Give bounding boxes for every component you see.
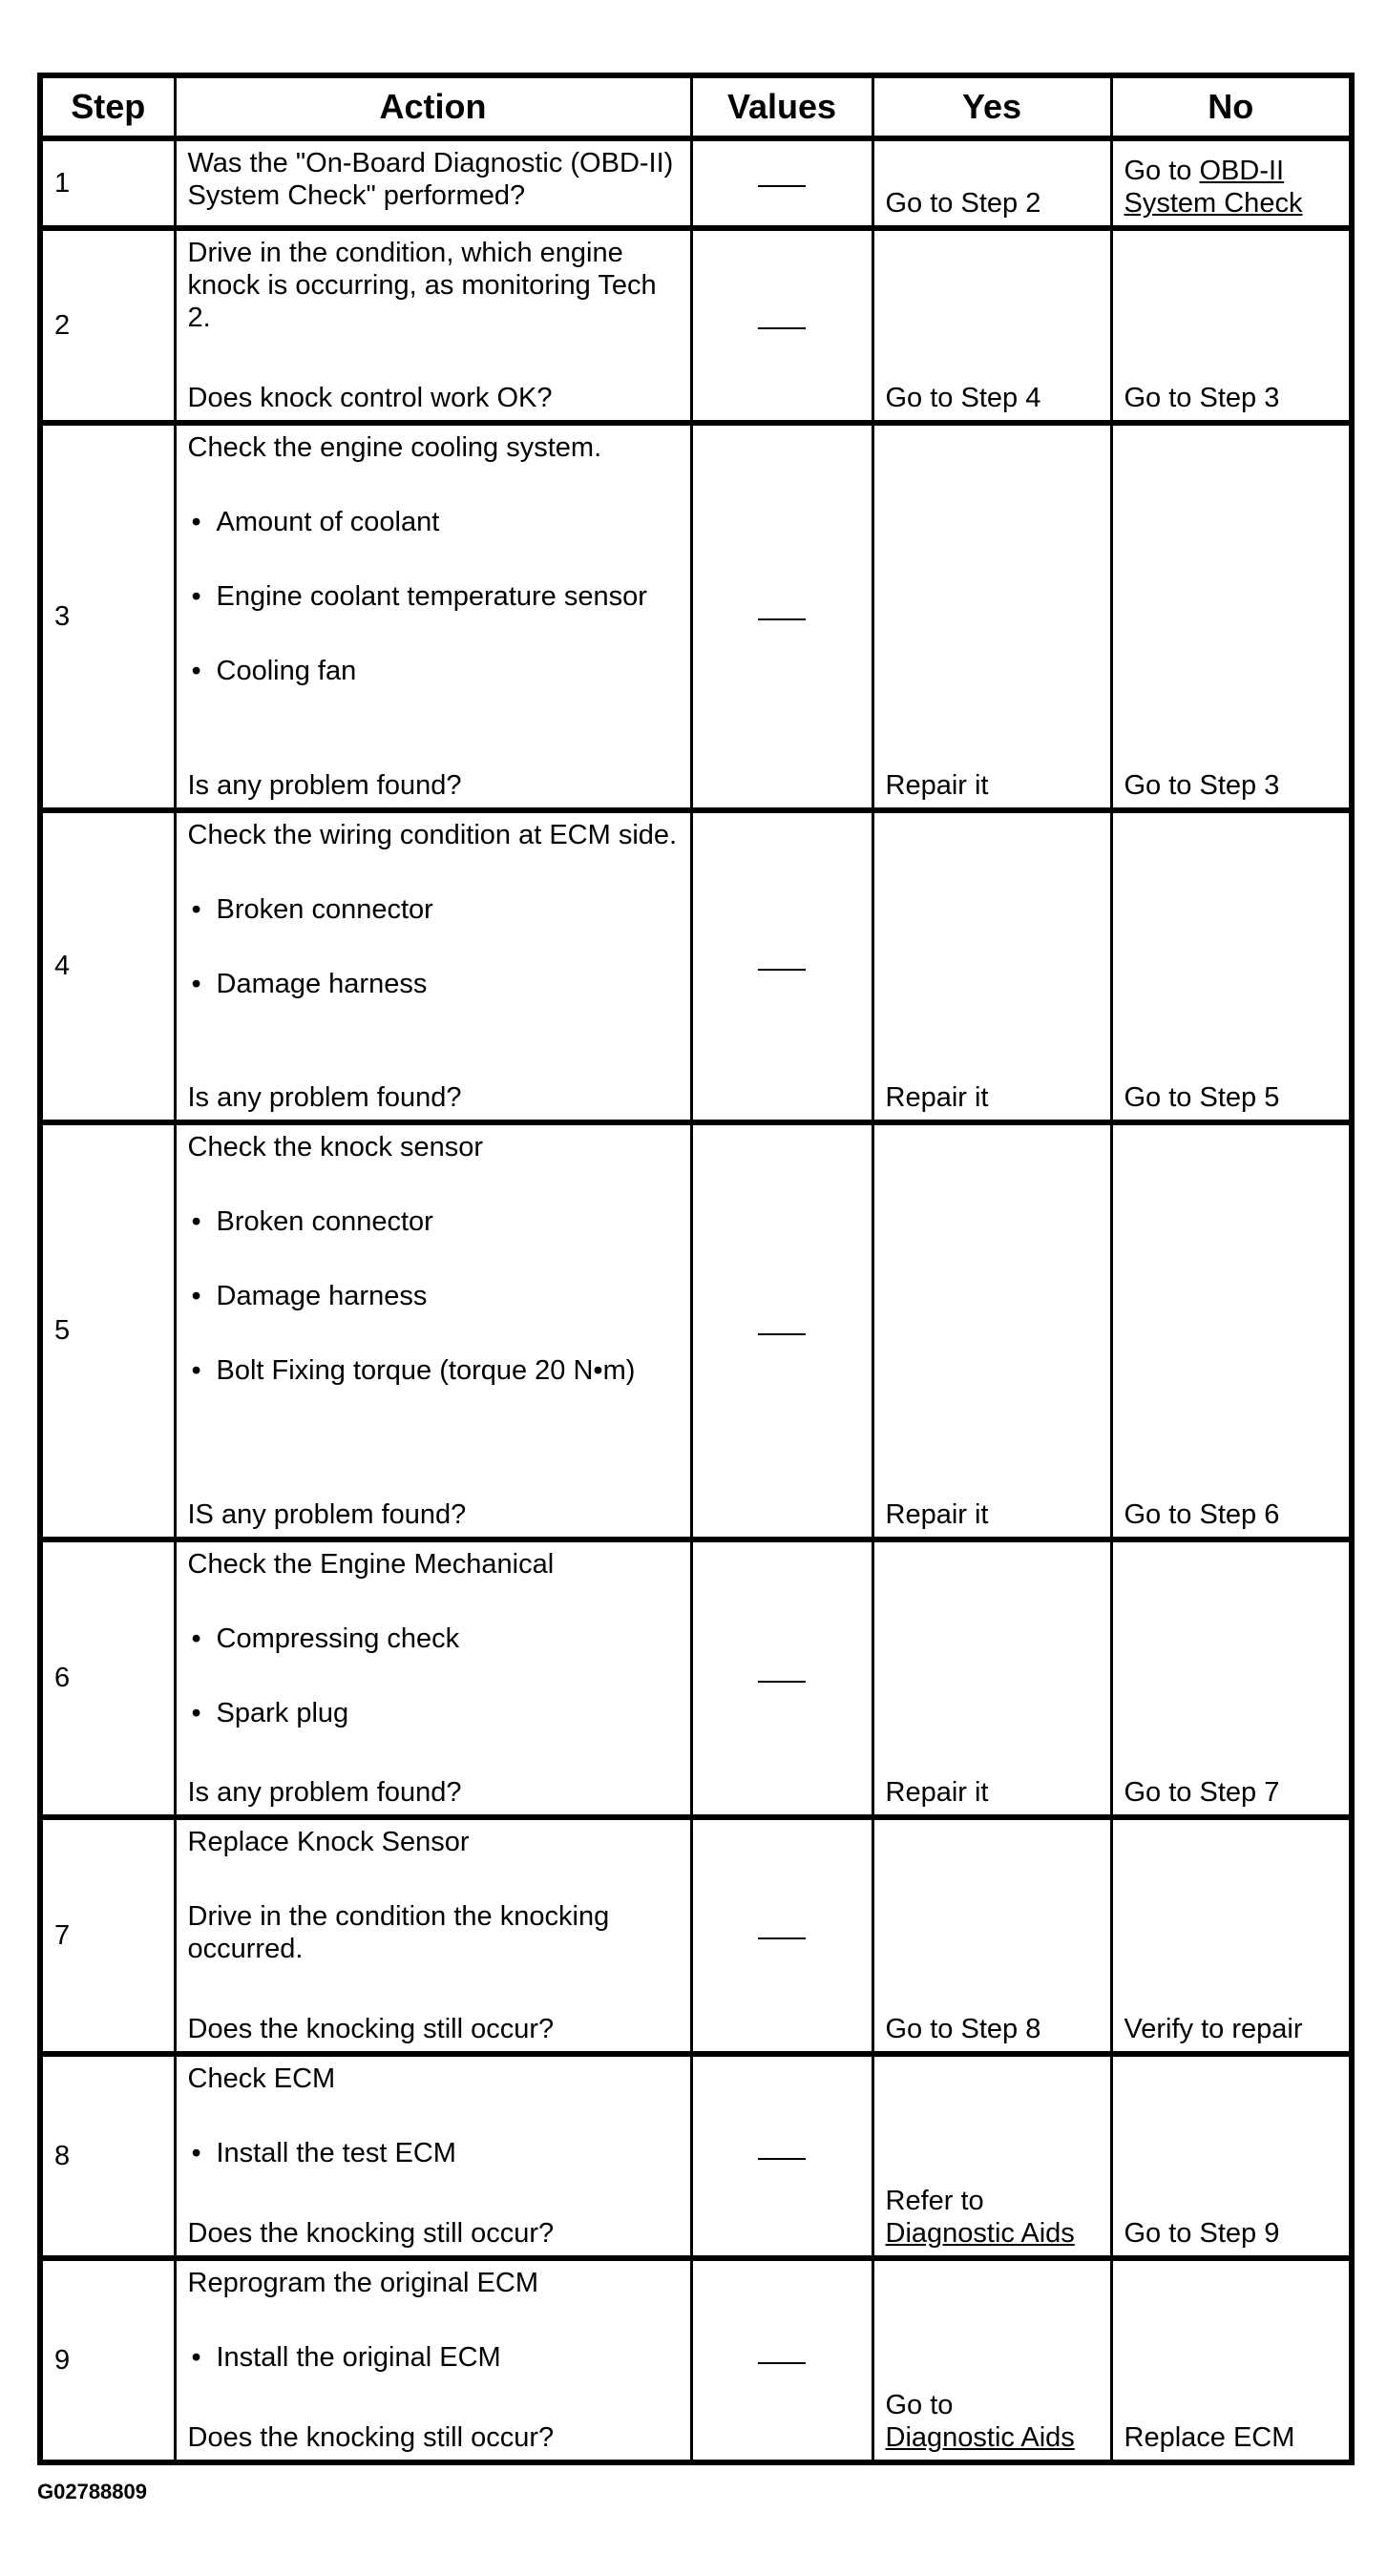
no-text: Go to Step 6 <box>1124 1499 1280 1530</box>
step-number: 5 <box>40 1122 175 1539</box>
no-text: Go to Step 5 <box>1124 1082 1280 1113</box>
bullet-item: • Spark plug <box>191 1698 349 1728</box>
step-number: 2 <box>40 228 175 423</box>
table-row <box>40 1539 1352 1817</box>
yes-cell <box>872 2258 1111 2462</box>
bullet-dot-icon: • <box>191 507 201 537</box>
no-text: Verify to repair <box>1124 2014 1303 2044</box>
no-cell <box>1111 2054 1352 2258</box>
header-step: Step <box>40 75 175 138</box>
yes-prefix: Go to <box>885 2390 954 2420</box>
action-text: Check the Engine Mechanical <box>187 1549 555 1580</box>
value-cell <box>691 228 872 423</box>
no-text: Go to Step 3 <box>1124 383 1280 413</box>
no-cell <box>1111 1539 1352 1817</box>
header-values: Values <box>691 75 872 138</box>
bullet-item: • Amount of coolant <box>191 507 440 537</box>
action-cell <box>175 810 691 1122</box>
value-dash <box>758 1681 806 1683</box>
action-cell <box>175 2258 691 2462</box>
table-row <box>40 1122 1352 1539</box>
bullet-dot-icon: • <box>191 2138 201 2168</box>
yes-cell <box>872 228 1111 423</box>
header-action: Action <box>175 75 691 138</box>
value-cell <box>691 138 872 228</box>
table-row <box>40 810 1352 1122</box>
obd-ii-system-check-link[interactable]: OBD-II System Check <box>1124 156 1303 219</box>
value-cell <box>691 2258 872 2462</box>
action-question: Does the knocking still occur? <box>187 2014 555 2044</box>
bullet-item: • Install the test ECM <box>191 2138 456 2168</box>
value-cell <box>691 1817 872 2054</box>
figure-id: G02788809 <box>37 2480 147 2503</box>
bullet-dot-icon: • <box>191 1355 201 1386</box>
bullet-item: • Cooling fan <box>191 656 357 686</box>
step-number: 6 <box>40 1539 175 1817</box>
bullet-item: • Install the original ECM <box>191 2342 501 2373</box>
yes-cell <box>872 423 1111 810</box>
bullet-item: • Bolt Fixing torque (torque 20 N•m) <box>191 1355 636 1386</box>
action-cell <box>175 1122 691 1539</box>
value-cell <box>691 810 872 1122</box>
action-cell <box>175 1539 691 1817</box>
bullet-dot-icon: • <box>191 581 201 612</box>
yes-text: Go to Step 2 <box>885 188 1041 219</box>
action-cell <box>175 228 691 423</box>
yes-text: Repair it <box>885 770 989 801</box>
action-cell <box>175 1817 691 2054</box>
value-cell <box>691 423 872 810</box>
step-number: 1 <box>40 138 175 228</box>
bullet-dot-icon: • <box>191 656 201 686</box>
value-cell <box>691 1539 872 1817</box>
bullet-item: • Broken connector <box>191 1206 433 1237</box>
action-question: Does the knocking still occur? <box>187 2218 555 2249</box>
value-dash <box>758 327 806 329</box>
header-row <box>40 75 1352 138</box>
step-number: 8 <box>40 2054 175 2258</box>
bullet-dot-icon: • <box>191 969 201 999</box>
no-text: Go to Step 3 <box>1124 770 1280 801</box>
table-row <box>40 228 1352 423</box>
header-yes: Yes <box>872 75 1111 138</box>
no-text: Go to Step 9 <box>1124 2218 1280 2249</box>
diagnostic-aids-link[interactable]: Diagnostic Aids <box>885 2218 1075 2249</box>
value-dash <box>758 185 806 187</box>
value-dash <box>758 2158 806 2160</box>
yes-cell <box>872 138 1111 228</box>
bullet-dot-icon: • <box>191 2342 201 2373</box>
action-question: IS any problem found? <box>187 1499 467 1530</box>
action-question: Is any problem found? <box>187 1777 462 1808</box>
no-cell <box>1111 1122 1352 1539</box>
action-text: Reprogram the original ECM <box>187 2268 538 2298</box>
yes-text: Repair it <box>885 1499 989 1530</box>
action-question: Is any problem found? <box>187 770 462 801</box>
bullet-item: • Engine coolant temperature sensor <box>191 581 647 612</box>
value-dash <box>758 1333 806 1335</box>
step-number: 9 <box>40 2258 175 2462</box>
yes-prefix: Refer to <box>885 2186 984 2216</box>
value-cell <box>691 1122 872 1539</box>
step-number: 3 <box>40 423 175 810</box>
yes-cell <box>872 1122 1111 1539</box>
table-row <box>40 1817 1352 2054</box>
bullet-dot-icon: • <box>191 1698 201 1728</box>
diagnostic-aids-link[interactable]: Diagnostic Aids <box>885 2422 1075 2453</box>
no-text: Go to Step 7 <box>1124 1777 1280 1808</box>
yes-text: Repair it <box>885 1082 989 1113</box>
action-text: Replace Knock Sensor <box>187 1827 470 1857</box>
bullet-dot-icon: • <box>191 1623 201 1654</box>
diagnostic-table <box>37 73 1355 2465</box>
value-dash <box>758 618 806 620</box>
bullet-dot-icon: • <box>191 1281 201 1311</box>
table-row <box>40 138 1352 228</box>
action-text: Drive in the condition the knocking occurred. <box>187 1901 610 1964</box>
value-cell <box>691 2054 872 2258</box>
yes-cell <box>872 1817 1111 2054</box>
action-cell <box>175 138 691 228</box>
step-number: 4 <box>40 810 175 1122</box>
table-row <box>40 423 1352 810</box>
value-dash <box>758 969 806 971</box>
bullet-dot-icon: • <box>191 894 201 925</box>
value-dash <box>758 1937 806 1939</box>
action-question: Is any problem found? <box>187 1082 462 1113</box>
action-text: Check ECM <box>187 2063 336 2094</box>
bullet-item: • Broken connector <box>191 894 433 925</box>
no-text: Replace ECM <box>1124 2422 1295 2453</box>
table-row <box>40 2258 1352 2462</box>
header-no: No <box>1111 75 1352 138</box>
action-text: Check the engine cooling system. <box>187 432 602 463</box>
no-prefix: Go to <box>1124 156 1200 186</box>
yes-text: Go to Step 4 <box>885 383 1041 413</box>
yes-text: Go to Step 8 <box>885 2014 1041 2044</box>
step-number: 7 <box>40 1817 175 2054</box>
no-cell <box>1111 228 1352 423</box>
action-text: Check the knock sensor <box>187 1132 483 1162</box>
yes-cell <box>872 2054 1111 2258</box>
action-cell <box>175 2054 691 2258</box>
action-text: Drive in the condition, which engine knock is occurring, as monitoring Tech 2. <box>187 238 657 333</box>
action-question: Does the knocking still occur? <box>187 2422 555 2453</box>
bullet-item: • Compressing check <box>191 1623 460 1654</box>
no-cell <box>1111 423 1352 810</box>
bullet-dot-icon: • <box>191 1206 201 1237</box>
table-row <box>40 2054 1352 2258</box>
yes-cell <box>872 810 1111 1122</box>
action-text: Was the "On-Board Diagnostic (OBD-II) System Check" performed? <box>187 148 674 211</box>
no-cell <box>1111 1817 1352 2054</box>
bullet-item: • Damage harness <box>191 969 428 999</box>
action-cell <box>175 423 691 810</box>
no-cell <box>1111 138 1352 228</box>
yes-cell <box>872 1539 1111 1817</box>
no-cell <box>1111 2258 1352 2462</box>
action-text: Check the wiring condition at ECM side. <box>187 820 678 850</box>
yes-text: Repair it <box>885 1777 989 1808</box>
no-cell <box>1111 810 1352 1122</box>
bullet-item: • Damage harness <box>191 1281 428 1311</box>
action-question: Does knock control work OK? <box>187 383 553 413</box>
value-dash <box>758 2362 806 2364</box>
